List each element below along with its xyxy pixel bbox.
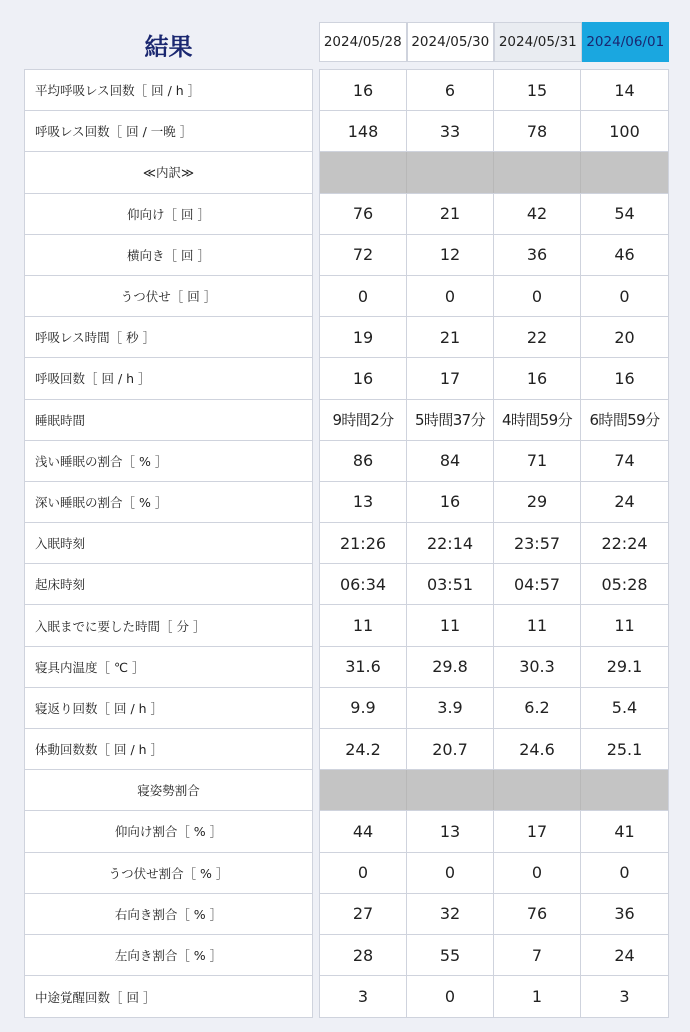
value-cell: 13 bbox=[407, 811, 494, 851]
value-cell: 11 bbox=[614, 616, 635, 636]
row-label: 左向き割合［ % ］ bbox=[25, 935, 312, 976]
value-cell: 55 bbox=[407, 935, 494, 975]
value-cell: 15 bbox=[494, 70, 581, 110]
value-cell: 11 bbox=[407, 605, 494, 645]
value-cell: 20 bbox=[614, 327, 635, 347]
row-label: 浅い睡眠の割合［ % ］ bbox=[25, 441, 312, 482]
row-label: 横向き［ 回 ］ bbox=[25, 235, 312, 276]
table-row bbox=[320, 70, 668, 111]
value-cell: 3.9 bbox=[407, 688, 494, 728]
row-label: 睡眠時間 bbox=[25, 400, 312, 441]
value-cell: 32 bbox=[407, 894, 494, 934]
row-label: 呼吸回数［ 回 / h ］ bbox=[25, 358, 312, 399]
row-label: 起床時刻 bbox=[25, 564, 312, 605]
value-cell: 1 bbox=[494, 976, 581, 1017]
value-cell: 27 bbox=[320, 894, 407, 934]
value-cell: 5.4 bbox=[611, 698, 638, 718]
table-row bbox=[320, 811, 668, 852]
value-cell: 36 bbox=[494, 235, 581, 275]
value-cell: 21 bbox=[407, 194, 494, 234]
value-cell: 31.6 bbox=[320, 647, 407, 687]
value-cell: 03:51 bbox=[407, 564, 494, 604]
table-row bbox=[320, 729, 668, 770]
value-cell: 36 bbox=[614, 904, 635, 924]
section-filler-cell bbox=[407, 770, 494, 810]
value-cell: 0 bbox=[494, 853, 581, 893]
value-cell: 148 bbox=[320, 111, 407, 151]
table-row bbox=[320, 482, 668, 523]
date-tab-2[interactable]: 2024/05/30 bbox=[407, 22, 495, 62]
value-cell: 04:57 bbox=[494, 564, 581, 604]
value-cell: 24.6 bbox=[494, 729, 581, 769]
value-cell: 19 bbox=[320, 317, 407, 357]
date-tab-1[interactable]: 2024/05/28 bbox=[319, 22, 407, 62]
date-tab-3[interactable]: 2024/05/31 bbox=[494, 22, 582, 62]
value-cell: 22:24 bbox=[601, 533, 648, 553]
value-cell: 29 bbox=[494, 482, 581, 522]
value-cell: 3 bbox=[320, 976, 407, 1017]
value-cell: 6 bbox=[407, 70, 494, 110]
table-row bbox=[320, 647, 668, 688]
value-cell: 0 bbox=[494, 276, 581, 316]
value-cell: 14 bbox=[614, 80, 635, 100]
row-label-column bbox=[24, 69, 313, 1018]
table-row bbox=[320, 976, 668, 1017]
value-cell: 16 bbox=[494, 358, 581, 398]
row-label: 平均呼吸レス回数［ 回 / h ］ bbox=[25, 70, 312, 111]
value-cell: 0 bbox=[320, 853, 407, 893]
table-row bbox=[320, 894, 668, 935]
value-cell: 0 bbox=[407, 976, 494, 1017]
row-label: 中途覚醒回数［ 回 ］ bbox=[35, 989, 156, 1005]
value-cell: 72 bbox=[320, 235, 407, 275]
value-cell: 5時間37分 bbox=[407, 400, 494, 440]
value-cell: 21 bbox=[407, 317, 494, 357]
value-cell: 22 bbox=[494, 317, 581, 357]
value-cell: 11 bbox=[494, 605, 581, 645]
row-label: 寝返り回数［ 回 / h ］ bbox=[25, 688, 312, 729]
value-cell: 12 bbox=[407, 235, 494, 275]
value-cell: 0 bbox=[407, 853, 494, 893]
value-cell: 71 bbox=[494, 441, 581, 481]
value-cell: 100 bbox=[609, 121, 640, 141]
value-cell: 17 bbox=[494, 811, 581, 851]
table-row bbox=[320, 111, 668, 152]
value-cell: 28 bbox=[320, 935, 407, 975]
value-cell: 25.1 bbox=[606, 739, 643, 759]
row-label: 呼吸レス回数［ 回 / 一晩 ］ bbox=[25, 111, 312, 152]
value-cell: 4時間59分 bbox=[494, 400, 581, 440]
row-label: うつ伏せ割合［ % ］ bbox=[25, 853, 312, 894]
section-filler-cell bbox=[320, 770, 407, 810]
row-label: 体動回数数［ 回 / h ］ bbox=[25, 729, 312, 770]
row-label: 入眠時刻 bbox=[25, 523, 312, 564]
value-cell: 9時間2分 bbox=[320, 400, 407, 440]
row-label: 呼吸レス時間［ 秒 ］ bbox=[25, 317, 312, 358]
value-cell: 78 bbox=[494, 111, 581, 151]
value-cell: 0 bbox=[619, 286, 630, 306]
table-row bbox=[320, 235, 668, 276]
value-cell: 44 bbox=[320, 811, 407, 851]
value-cell: 29.1 bbox=[606, 657, 643, 677]
table-row bbox=[320, 358, 668, 399]
value-cell: 76 bbox=[494, 894, 581, 934]
table-row bbox=[320, 688, 668, 729]
table-row bbox=[320, 317, 668, 358]
section-filler-cell bbox=[494, 770, 581, 810]
table-row bbox=[320, 194, 668, 235]
table-row bbox=[320, 152, 668, 193]
table-row bbox=[320, 853, 668, 894]
value-cell: 16 bbox=[614, 368, 635, 388]
row-label: 仰向け［ 回 ］ bbox=[25, 194, 312, 235]
value-cell: 23:57 bbox=[494, 523, 581, 563]
value-cell: 24.2 bbox=[320, 729, 407, 769]
value-cell: 6.2 bbox=[494, 688, 581, 728]
date-tab-4[interactable]: 2024/06/01 bbox=[582, 22, 670, 62]
value-cell: 74 bbox=[614, 451, 635, 471]
value-cell: 86 bbox=[320, 441, 407, 481]
value-cell: 22:14 bbox=[407, 523, 494, 563]
value-cell: 7 bbox=[494, 935, 581, 975]
table-row bbox=[320, 770, 668, 811]
table-row bbox=[320, 935, 668, 976]
table-row bbox=[320, 276, 668, 317]
value-cell: 84 bbox=[407, 441, 494, 481]
row-label: 寝具内温度［ ℃ ］ bbox=[25, 647, 312, 688]
value-cell: 05:28 bbox=[601, 574, 648, 594]
value-cell: 06:34 bbox=[320, 564, 407, 604]
value-cell: 54 bbox=[614, 204, 635, 224]
row-label: 深い睡眠の割合［ % ］ bbox=[25, 482, 312, 523]
value-cell: 30.3 bbox=[494, 647, 581, 687]
value-cell: 11 bbox=[320, 605, 407, 645]
value-cell: 33 bbox=[407, 111, 494, 151]
value-cell: 76 bbox=[320, 194, 407, 234]
value-cell: 16 bbox=[407, 482, 494, 522]
value-cell: 9.9 bbox=[320, 688, 407, 728]
value-cell: 24 bbox=[614, 492, 635, 512]
row-label: 右向き割合［ % ］ bbox=[25, 894, 312, 935]
section-filler-cell bbox=[494, 152, 581, 192]
value-cell: 3 bbox=[619, 987, 630, 1007]
section-filler-cell bbox=[581, 770, 668, 810]
value-cell: 42 bbox=[494, 194, 581, 234]
row-label: 仰向け割合［ % ］ bbox=[25, 811, 312, 852]
value-grid bbox=[319, 69, 669, 1018]
section-filler-cell bbox=[407, 152, 494, 192]
value-cell: 16 bbox=[320, 358, 407, 398]
value-cell: 16 bbox=[320, 70, 407, 110]
table-row bbox=[320, 441, 668, 482]
table-row bbox=[320, 400, 668, 441]
table-row bbox=[320, 564, 668, 605]
value-cell: 13 bbox=[320, 482, 407, 522]
value-cell: 6時間59分 bbox=[589, 411, 660, 430]
value-cell: 0 bbox=[320, 276, 407, 316]
value-cell: 46 bbox=[614, 245, 635, 265]
row-label: 入眠までに要した時間［ 分 ］ bbox=[25, 605, 312, 646]
value-cell: 0 bbox=[619, 863, 630, 883]
value-cell: 41 bbox=[614, 821, 635, 841]
page-title: 結果 bbox=[144, 32, 193, 61]
row-label: 寝姿勢割合 bbox=[25, 770, 312, 811]
value-cell: 0 bbox=[407, 276, 494, 316]
table-row bbox=[320, 605, 668, 646]
value-cell: 17 bbox=[407, 358, 494, 398]
value-cell: 24 bbox=[614, 945, 635, 965]
row-label: うつ伏せ［ 回 ］ bbox=[25, 276, 312, 317]
value-cell: 29.8 bbox=[407, 647, 494, 687]
value-cell: 21:26 bbox=[320, 523, 407, 563]
table-row bbox=[320, 523, 668, 564]
value-cell: 20.7 bbox=[407, 729, 494, 769]
section-filler-cell bbox=[581, 152, 668, 192]
row-label: ≪内訳≫ bbox=[25, 152, 312, 193]
section-filler-cell bbox=[320, 152, 407, 192]
